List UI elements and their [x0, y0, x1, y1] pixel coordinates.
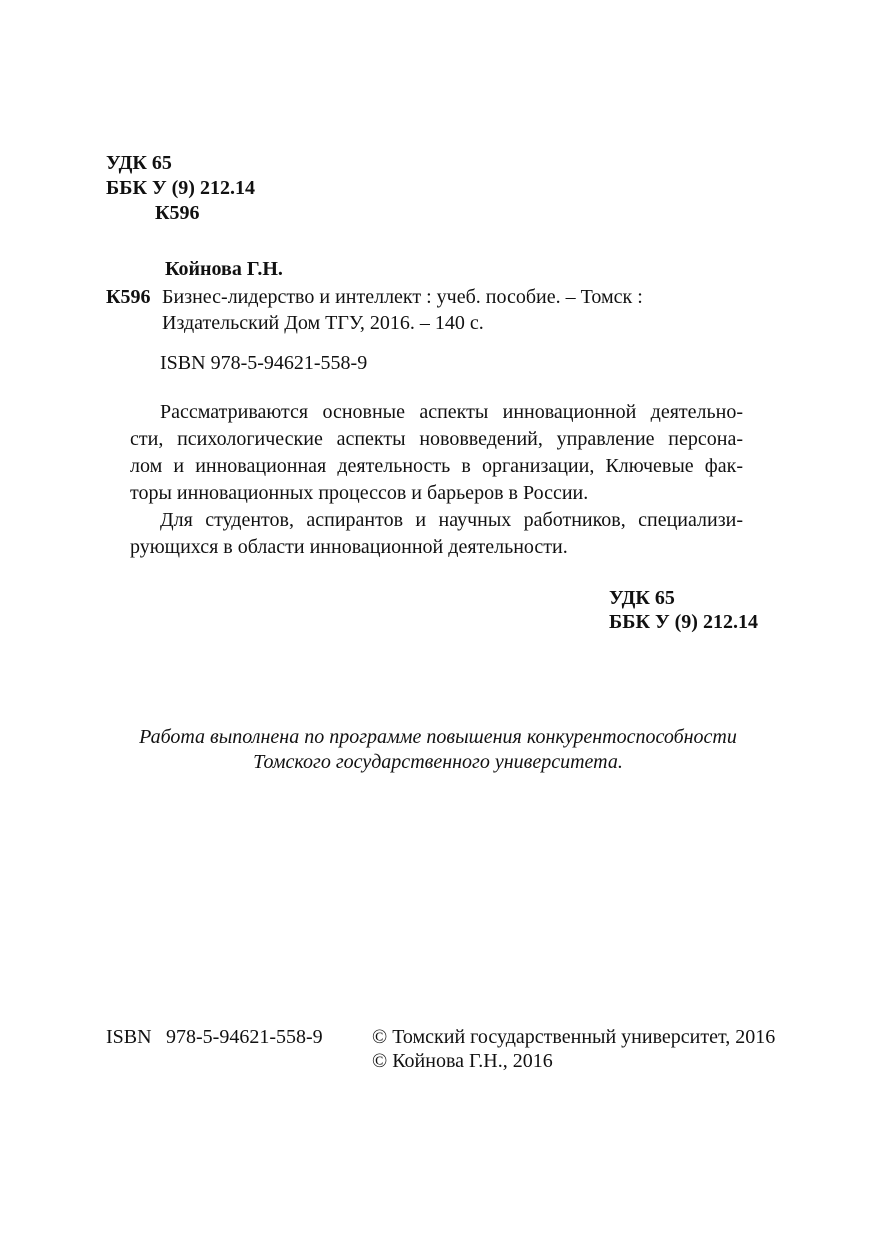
udk-code: УДК 65	[106, 152, 172, 174]
abstract-line: лом и инновационная деятельность в организации, Ключевые фак-	[130, 455, 743, 477]
copyright-university: © Томский государственный университет, 2016	[372, 1026, 776, 1048]
author-name: Койнова Г.Н.	[165, 258, 283, 280]
abstract-line: рующихся в области инновационной деятельности.	[130, 536, 568, 558]
funding-note: Томского государственного университета.	[253, 751, 623, 773]
copyright-author: © Койнова Г.Н., 2016	[372, 1050, 553, 1072]
funding-note: Работа выполнена по программе повышения конкурентоспособности	[139, 726, 737, 748]
bbk-code-right: ББК У (9) 212.14	[609, 611, 758, 633]
isbn: ISBN 978-5-94621-558-9	[160, 352, 368, 374]
footer-isbn-value: 978-5-94621-558-9	[166, 1026, 323, 1048]
bbk-code: ББК У (9) 212.14	[106, 177, 255, 199]
udk-code-right: УДК 65	[609, 587, 675, 609]
abstract-line: Рассматриваются основные аспекты инновационной деятельно-	[160, 401, 743, 423]
bibliography-title-line: Издательский Дом ТГУ, 2016. – 140 с.	[162, 312, 484, 334]
bibliography-mark: К596	[106, 286, 151, 308]
abstract-line: сти, психологические аспекты нововведений, управление персона-	[130, 428, 743, 450]
abstract-line: торы инновационных процессов и барьеров в России.	[130, 482, 589, 504]
bibliography-title-line: Бизнес-лидерство и интеллект : учеб. пособие. – Томск :	[162, 286, 643, 308]
abstract-line: Для студентов, аспирантов и научных работников, специализи-	[160, 509, 743, 531]
author-mark: К596	[155, 202, 200, 224]
footer-isbn-label: ISBN	[106, 1026, 152, 1048]
